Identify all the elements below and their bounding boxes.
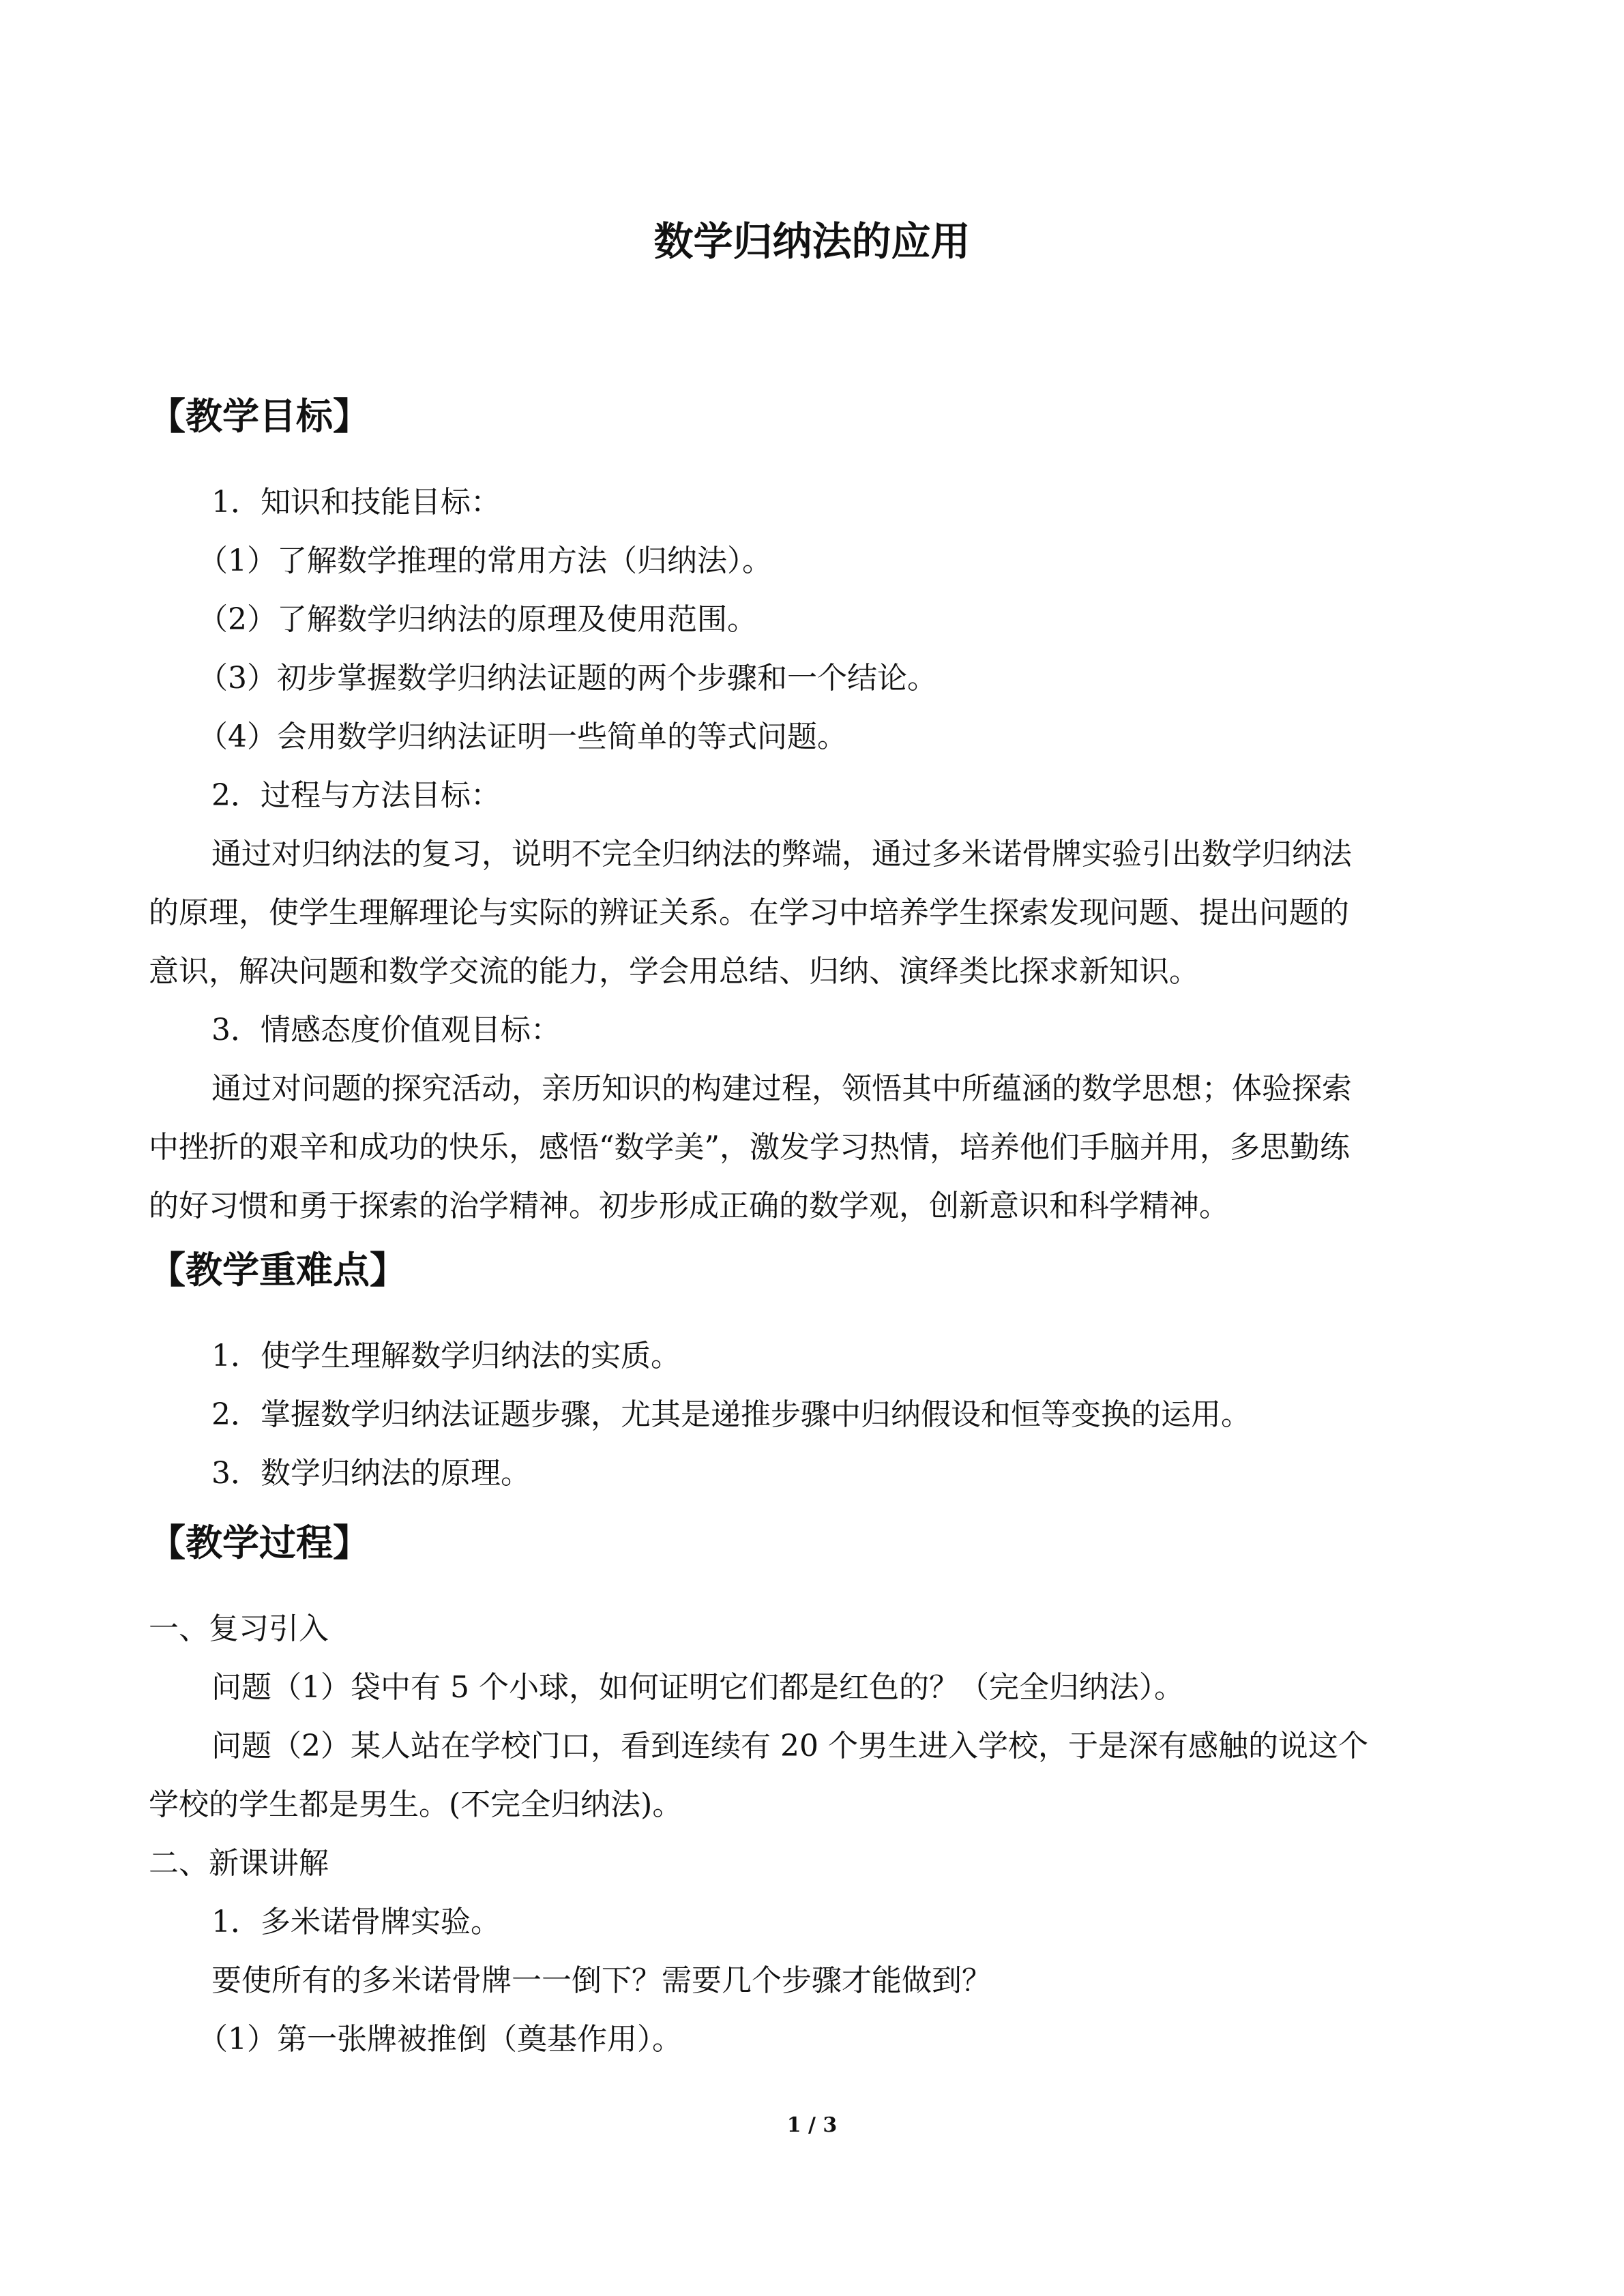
- key-point-item: 2．掌握数学归纳法证题步骤，尤其是递推步骤中归纳假设和恒等变换的运用。: [211, 1397, 1251, 1432]
- question-2-line: 学校的学生都是男生。(不完全归纳法)。: [149, 1787, 683, 1822]
- key-point-item: 1．使学生理解数学归纳法的实质。: [211, 1339, 681, 1373]
- goal3-line: 通过对问题的探究活动，亲历知识的构建过程，领悟其中所蕴涵的数学思想；体验探索: [211, 1071, 1352, 1106]
- question-2-line: 问题（2）某人站在学校门口，看到连续有 20 个男生进入学校，于是深有感触的说这个: [211, 1729, 1368, 1763]
- page-number: 1 / 3: [786, 2113, 838, 2137]
- page-title: 数学归纳法的应用: [653, 218, 971, 265]
- goal1-item: （2）了解数学归纳法的原理及使用范围。: [198, 602, 757, 637]
- section-heading-process: 【教学过程】: [149, 1521, 370, 1564]
- domino-step: （1）第一张牌被推倒（奠基作用）。: [198, 2022, 682, 2057]
- goal2-line: 通过对归纳法的复习，说明不完全归纳法的弊端，通过多米诺骨牌实验引出数学归纳法: [211, 837, 1352, 871]
- goal1-item: （3）初步掌握数学归纳法证题的两个步骤和一个结论。: [198, 661, 937, 696]
- goal2-line: 的原理，使学生理解理论与实际的辨证关系。在学习中培养学生探索发现问题、提出问题的: [149, 895, 1349, 930]
- domino-question: 要使所有的多米诺骨牌一一倒下？需要几个步骤才能做到？: [211, 1963, 992, 1998]
- goal1-heading: 1．知识和技能目标：: [211, 485, 501, 520]
- goal3-line: 的好习惯和勇于探索的治学精神。初步形成正确的数学观，创新意识和科学精神。: [149, 1189, 1229, 1223]
- section-heading-key-points: 【教学重难点】: [149, 1249, 407, 1292]
- goal3-heading: 3．情感态度价值观目标：: [211, 1013, 561, 1047]
- part2-heading: 二、新课讲解: [149, 1846, 329, 1881]
- goal2-heading: 2．过程与方法目标：: [211, 778, 501, 813]
- goal1-item: （1）了解数学推理的常用方法（归纳法）。: [198, 543, 772, 578]
- goal3-line: 中挫折的艰辛和成功的快乐，感悟“数学美”，激发学习热情，培养他们手脑并用，多思勤练: [149, 1130, 1350, 1165]
- goal1-item: （4）会用数学归纳法证明一些简单的等式问题。: [198, 719, 847, 754]
- domino-heading: 1．多米诺骨牌实验。: [211, 1905, 501, 1939]
- section-heading-objectives: 【教学目标】: [149, 395, 370, 438]
- key-point-item: 3．数学归纳法的原理。: [211, 1456, 531, 1491]
- part1-heading: 一、复习引入: [149, 1611, 329, 1646]
- question-1: 问题（1）袋中有 5 个小球，如何证明它们都是红色的？（完全归纳法）。: [211, 1670, 1184, 1705]
- goal2-line: 意识，解决问题和数学交流的能力，学会用总结、归纳、演绎类比探求新知识。: [149, 954, 1199, 989]
